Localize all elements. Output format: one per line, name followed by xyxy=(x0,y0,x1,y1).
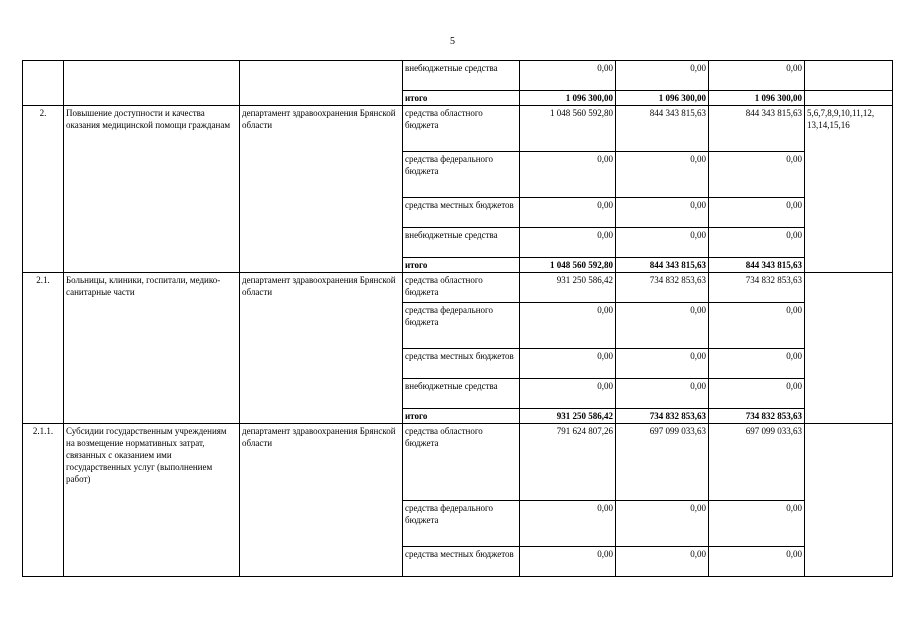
amount-cell: 0,00 xyxy=(520,303,616,349)
funding-source-cell: средства местных бюджетов xyxy=(403,547,520,577)
amount-cell: 931 250 586,42 xyxy=(520,409,616,424)
amount-cell: 697 099 033,63 xyxy=(616,424,709,501)
amount-cell: 844 343 815,63 xyxy=(709,258,805,273)
funding-source-cell: средства местных бюджетов xyxy=(403,349,520,379)
amount-cell: 0,00 xyxy=(616,379,709,409)
amount-cell: 0,00 xyxy=(709,379,805,409)
amount-cell: 1 096 300,00 xyxy=(616,91,709,106)
amount-cell: 931 250 586,42 xyxy=(520,273,616,303)
amount-cell: 0,00 xyxy=(709,349,805,379)
funding-source-cell: итого xyxy=(403,409,520,424)
funding-source-cell: средства областного бюджета xyxy=(403,424,520,501)
amount-cell: 0,00 xyxy=(520,61,616,91)
table-row xyxy=(23,424,893,501)
amount-cell: 0,00 xyxy=(520,152,616,198)
indicator-refs-cell: 5,6,7,8,9,10,11,12, 13,14,15,16 xyxy=(805,106,893,273)
item-name-cell: Больницы, клиники, госпитали, медико-санитарные части xyxy=(64,273,240,424)
item-name-cell: Субсидии государственным учреждениям на возмещение нормативных затрат, связанных с оказанием ими государственных услуг (выполнением работ) xyxy=(64,424,240,577)
amount-cell: 734 832 853,63 xyxy=(709,409,805,424)
amount-cell: 0,00 xyxy=(616,501,709,547)
funding-source-cell: внебюджетные средства xyxy=(403,228,520,258)
funding-source-cell: внебюджетные средства xyxy=(403,379,520,409)
amount-cell: 0,00 xyxy=(709,152,805,198)
executor-cell: департамент здравоохранения Брянской области xyxy=(240,106,403,273)
amount-cell: 0,00 xyxy=(709,547,805,577)
amount-cell: 1 048 560 592,80 xyxy=(520,106,616,152)
amount-cell: 0,00 xyxy=(520,349,616,379)
amount-cell: 0,00 xyxy=(616,198,709,228)
amount-cell: 844 343 815,63 xyxy=(616,258,709,273)
amount-cell: 734 832 853,63 xyxy=(709,273,805,303)
funding-source-cell: средства федерального бюджета xyxy=(403,303,520,349)
amount-cell: 0,00 xyxy=(709,198,805,228)
executor-cell: департамент здравоохранения Брянской области xyxy=(240,273,403,424)
amount-cell: 0,00 xyxy=(709,501,805,547)
amount-cell: 791 624 807,26 xyxy=(520,424,616,501)
item-number-cell: 2. xyxy=(23,106,64,273)
amount-cell: 0,00 xyxy=(709,303,805,349)
amount-cell: 697 099 033,63 xyxy=(709,424,805,501)
amount-cell: 0,00 xyxy=(616,303,709,349)
page-number: 5 xyxy=(450,36,455,47)
amount-cell: 0,00 xyxy=(520,228,616,258)
amount-cell: 1 096 300,00 xyxy=(520,91,616,106)
funding-source-cell: итого xyxy=(403,91,520,106)
amount-cell: 0,00 xyxy=(709,61,805,91)
item-name-cell: Повышение доступности и качества оказания медицинской помощи гражданам xyxy=(64,106,240,273)
indicator-refs-cell xyxy=(805,424,893,577)
amount-cell: 734 832 853,63 xyxy=(616,409,709,424)
amount-cell: 0,00 xyxy=(616,349,709,379)
amount-cell: 1 096 300,00 xyxy=(709,91,805,106)
amount-cell: 0,00 xyxy=(520,501,616,547)
amount-cell: 0,00 xyxy=(709,228,805,258)
funding-source-cell: средства областного бюджета xyxy=(403,273,520,303)
table-row xyxy=(23,273,893,303)
funding-source-cell: средства федерального бюджета xyxy=(403,501,520,547)
item-number-cell xyxy=(23,61,64,106)
indicator-refs-cell xyxy=(805,273,893,424)
table-row xyxy=(23,61,893,91)
amount-cell: 0,00 xyxy=(616,152,709,198)
item-number-cell: 2.1.1. xyxy=(23,424,64,577)
amount-cell: 0,00 xyxy=(616,61,709,91)
budget-table xyxy=(22,60,893,577)
funding-source-cell: итого xyxy=(403,258,520,273)
executor-cell xyxy=(240,61,403,106)
funding-source-cell: средства федерального бюджета xyxy=(403,152,520,198)
indicator-refs-cell xyxy=(805,61,893,91)
item-number-cell: 2.1. xyxy=(23,273,64,424)
indicator-refs-cell xyxy=(805,91,893,106)
funding-source-cell: внебюджетные средства xyxy=(403,61,520,91)
amount-cell: 0,00 xyxy=(616,547,709,577)
table-row xyxy=(23,106,893,152)
amount-cell: 0,00 xyxy=(520,547,616,577)
item-name-cell xyxy=(64,61,240,106)
amount-cell: 1 048 560 592,80 xyxy=(520,258,616,273)
amount-cell: 844 343 815,63 xyxy=(709,106,805,152)
amount-cell: 734 832 853,63 xyxy=(616,273,709,303)
amount-cell: 0,00 xyxy=(520,379,616,409)
amount-cell: 0,00 xyxy=(520,198,616,228)
amount-cell: 844 343 815,63 xyxy=(616,106,709,152)
funding-source-cell: средства местных бюджетов xyxy=(403,198,520,228)
amount-cell: 0,00 xyxy=(616,228,709,258)
funding-source-cell: средства областного бюджета xyxy=(403,106,520,152)
executor-cell: департамент здравоохранения Брянской области xyxy=(240,424,403,577)
